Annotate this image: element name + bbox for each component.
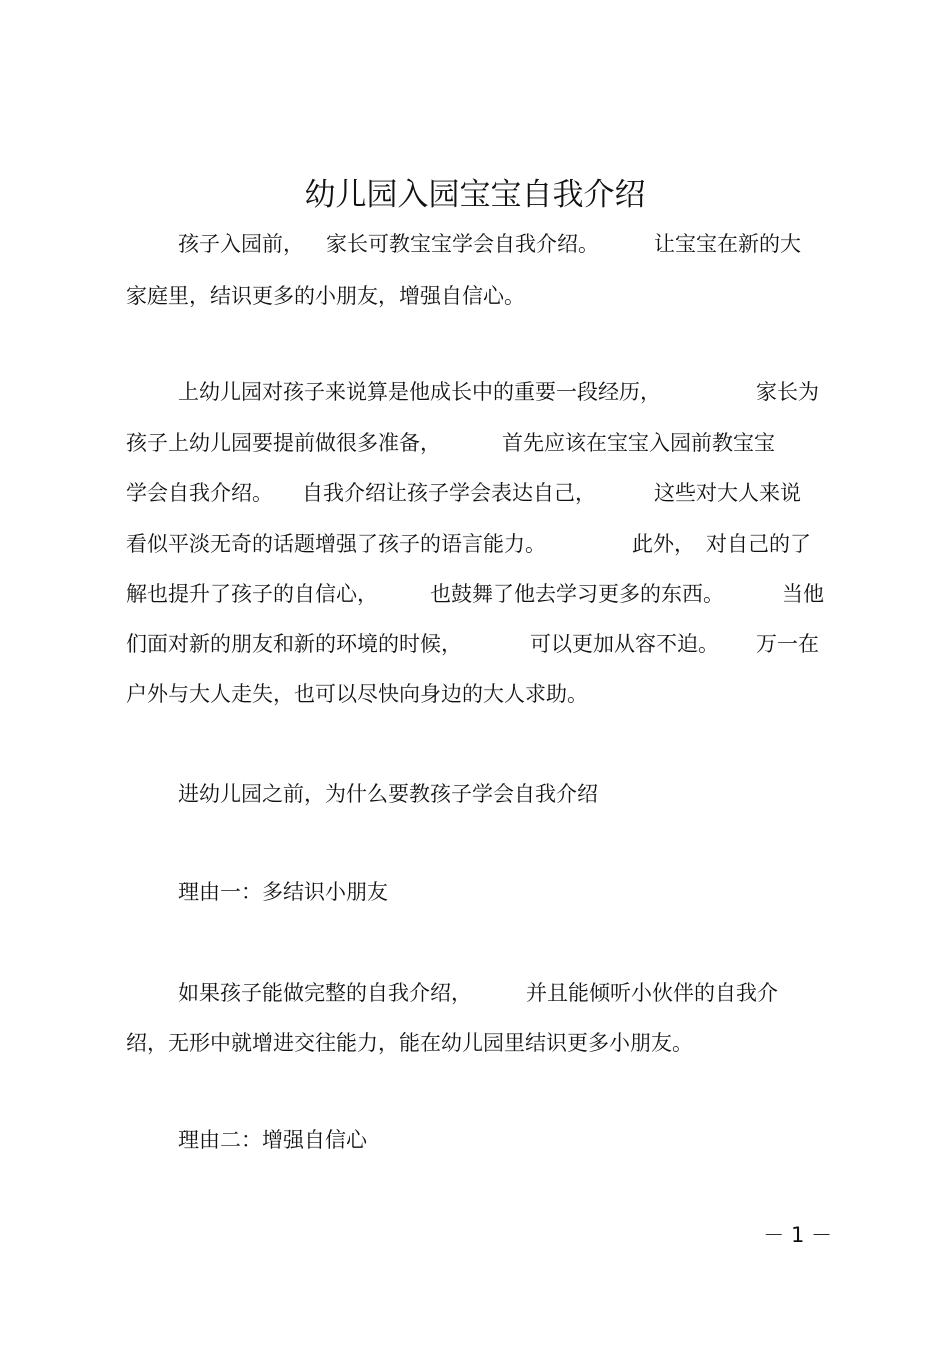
text-segment: 自我介绍让孩子学会表达自己， xyxy=(302,481,596,505)
text-segment: 让宝宝在新的大 xyxy=(654,232,801,256)
text-segment: 们面对新的朋友和新的环境的时候， xyxy=(126,632,462,656)
text-segment: 此外， xyxy=(632,532,695,556)
text-segment: 上幼儿园对孩子来说算是他成长中的重要一段经历， xyxy=(178,380,661,404)
section-heading: 进幼儿园之前，为什么要教孩子学会自我介绍 xyxy=(178,782,598,806)
text-segment: 当他 xyxy=(782,582,824,606)
document-title: 幼儿园入园宝宝自我介绍 xyxy=(304,177,646,213)
text-segment: 学会自我介绍。 xyxy=(126,481,273,505)
text-segment: 孩子入园前， xyxy=(178,232,304,256)
text-segment: 解也提升了孩子的自信心， xyxy=(126,582,378,606)
section-heading: 理由一：多结识小朋友 xyxy=(178,880,388,904)
text-segment: 万一在 xyxy=(756,632,819,656)
section-heading: 理由二：增强自信心 xyxy=(178,1128,367,1152)
text-segment: 孩子上幼儿园要提前做很多准备， xyxy=(126,431,441,455)
text-segment: 可以更加从容不迫。 xyxy=(530,632,719,656)
text-segment: 家长为 xyxy=(756,380,819,404)
text-segment: 户外与大人走失，也可以尽快向身边的大人求助。 xyxy=(126,682,588,706)
text-segment: 首先应该在宝宝入园前教宝宝 xyxy=(502,431,775,455)
text-segment: 看似平淡无奇的话题增强了孩子的语言能力。 xyxy=(126,532,546,556)
text-segment: 并且能倾听小伙伴的自我介 xyxy=(526,981,778,1005)
text-segment: 家长可教宝宝学会自我介绍。 xyxy=(326,232,599,256)
page-number: － 1 － xyxy=(763,1223,832,1247)
text-segment: 绍，无形中就增进交往能力，能在幼儿园里结识更多小朋友。 xyxy=(126,1031,693,1055)
text-segment: 如果孩子能做完整的自我介绍， xyxy=(178,981,472,1005)
text-segment: 家庭里，结识更多的小朋友，增强自信心。 xyxy=(126,284,525,308)
text-segment: 也鼓舞了他去学习更多的东西。 xyxy=(430,582,724,606)
text-segment: 这些对大人来说 xyxy=(654,481,801,505)
text-segment: 对自己的了 xyxy=(706,532,811,556)
